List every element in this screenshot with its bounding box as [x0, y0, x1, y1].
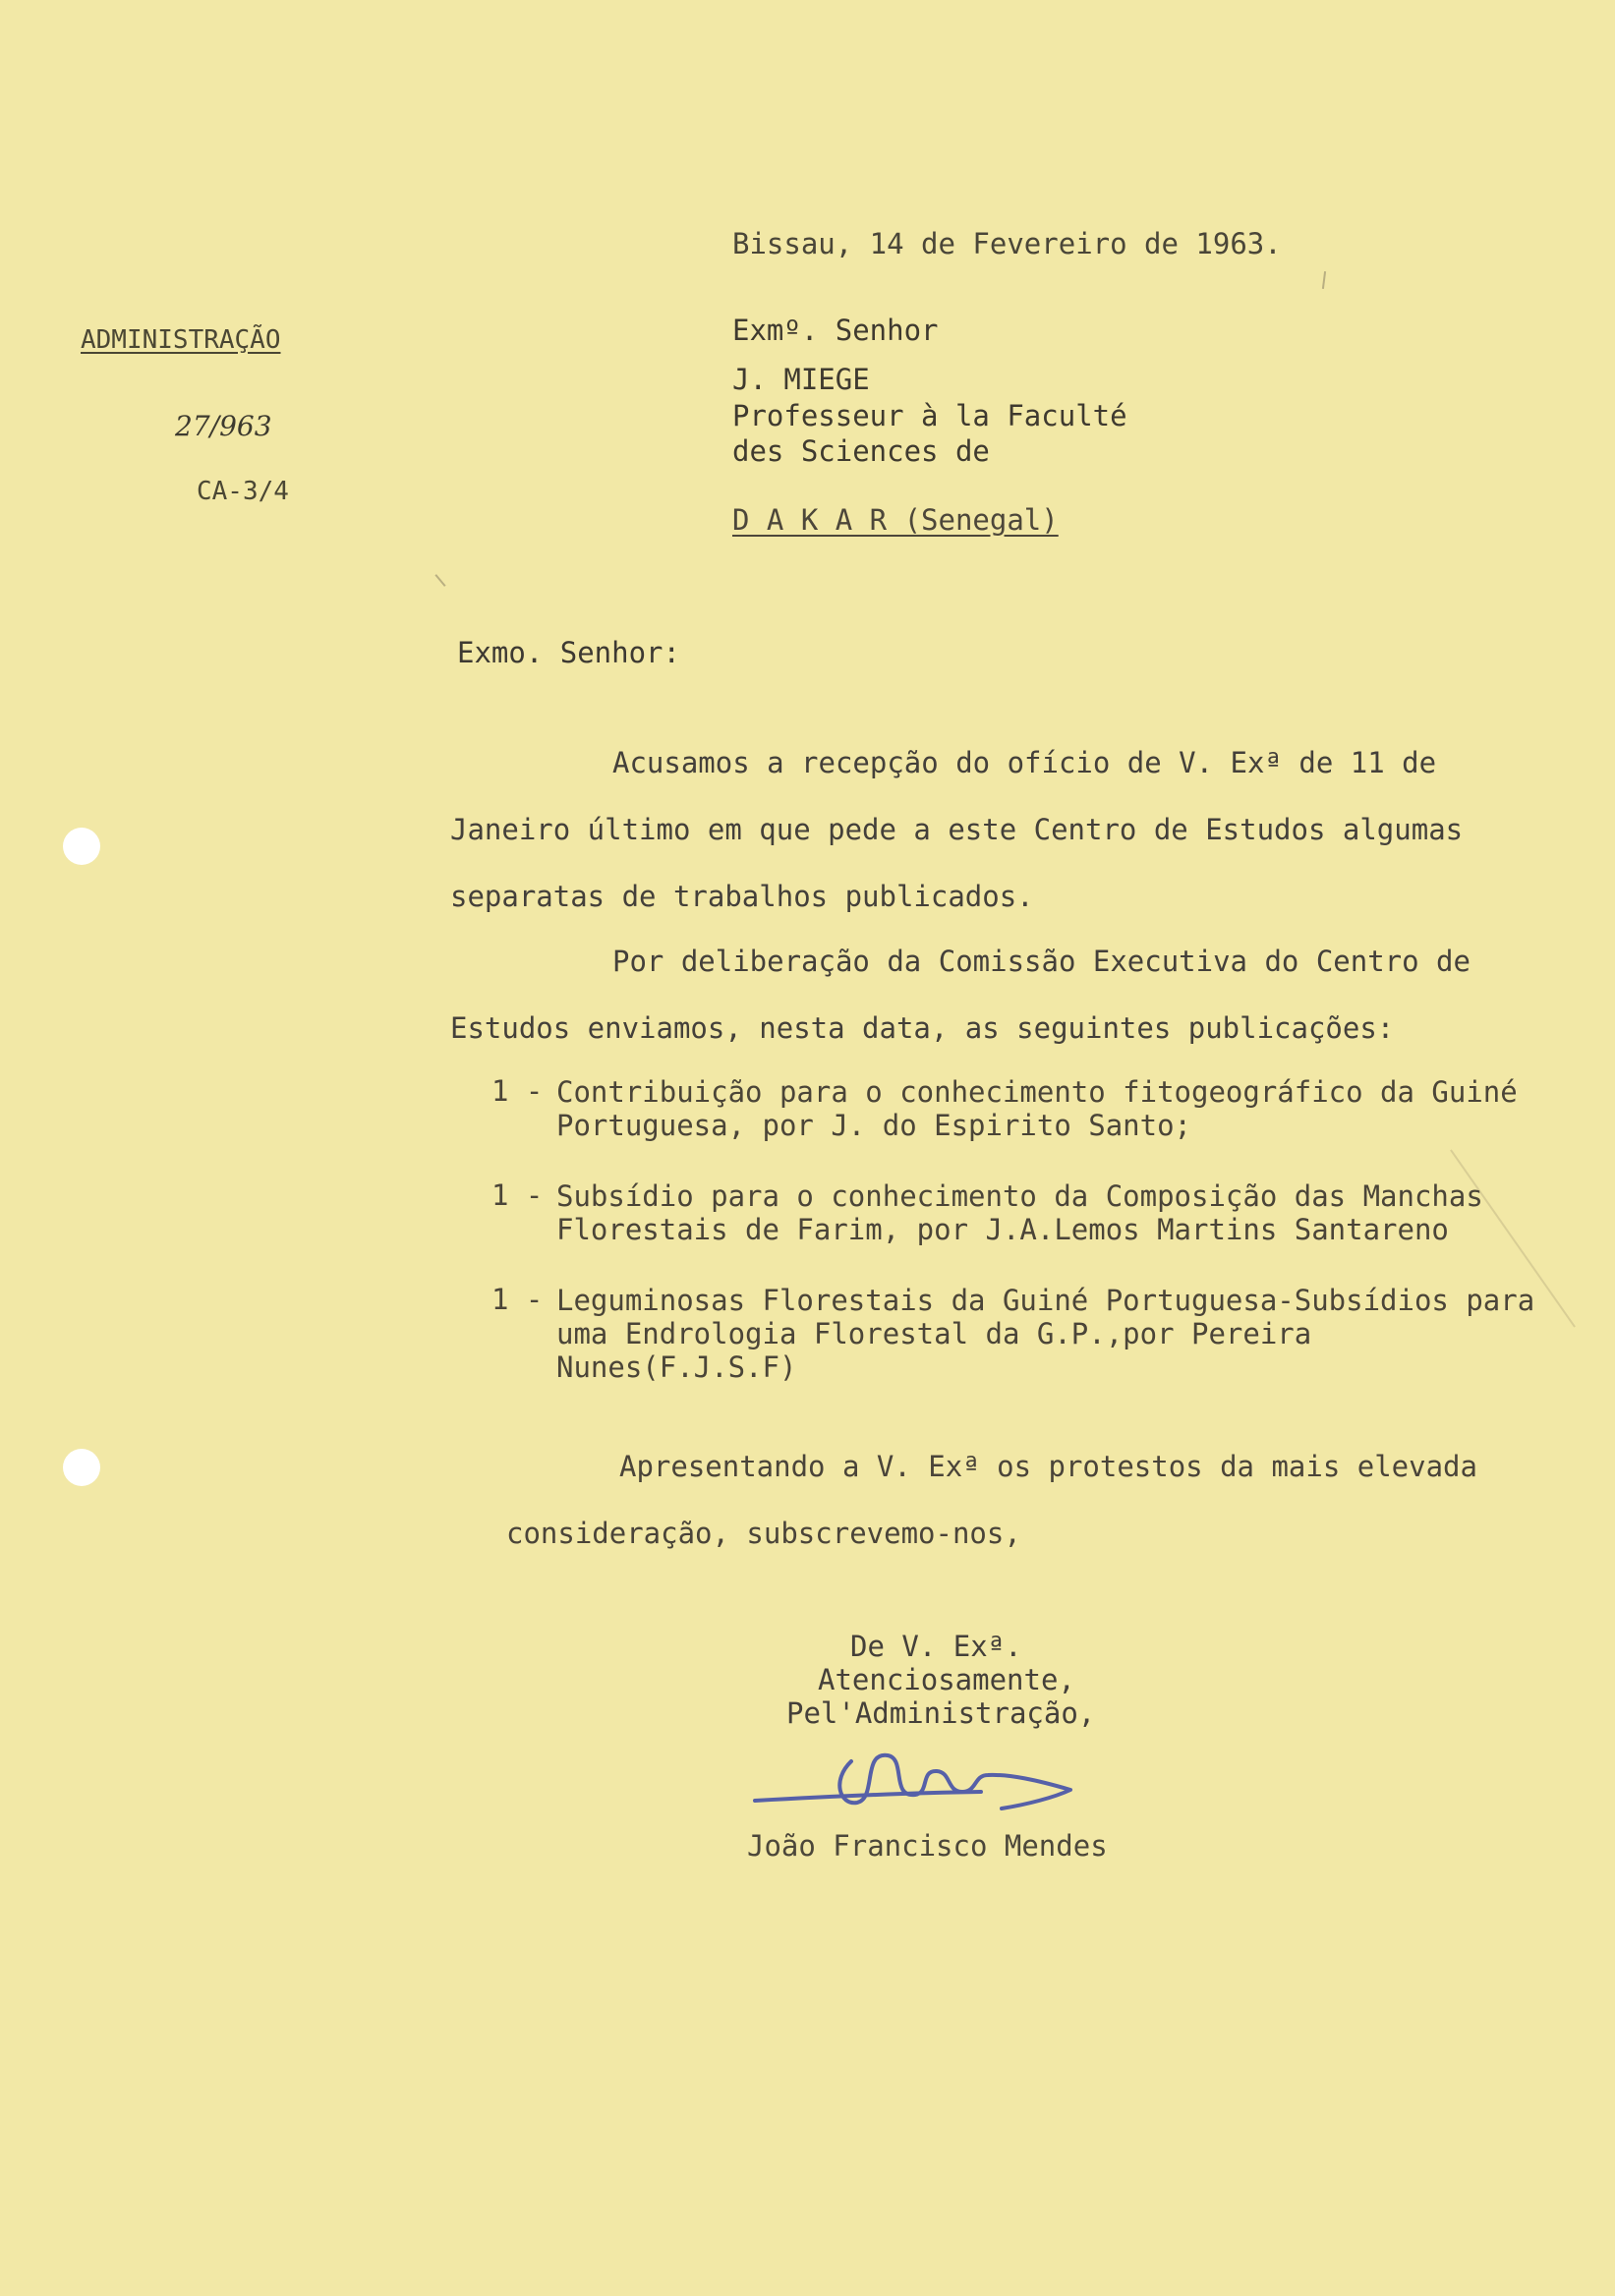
ink-mark	[1322, 271, 1326, 289]
signer-name: João Francisco Mendes	[747, 1829, 1108, 1863]
letter-date: Bissau, 14 de Fevereiro de 1963.	[732, 227, 1282, 260]
signature-line: Atenciosamente,	[818, 1663, 1075, 1696]
publication-number: 1 -	[491, 1178, 544, 1212]
punch-hole	[63, 1449, 100, 1486]
closing-paragraph: Apresentando a V. Exª os protestos da mais elevada consideração, subscrevemo-nos,	[506, 1450, 1477, 1550]
recipient-location: D A K A R (Senegal)	[732, 503, 1059, 537]
publication-number: 1 -	[491, 1283, 544, 1316]
publication-item	[491, 1075, 1573, 1142]
reference-code: CA-3/4	[197, 477, 289, 506]
publication-list	[491, 1075, 1573, 1421]
reference-number: 27/963	[175, 410, 272, 442]
handwritten-signature	[735, 1724, 1128, 1832]
recipient-greeting: Exmº. Senhor	[732, 314, 939, 347]
publication-number: 1 -	[491, 1074, 544, 1108]
body-paragraph: Por deliberação da Comissão Executiva do Centro de Estudos enviamos, nesta data, as seguintes publicações:	[450, 945, 1471, 1045]
publication-text: Leguminosas Florestais da Guiné Portuguesa-Subsídios para uma Endrologia Florestal da G.P.,por Pereira Nunes(F.J.S.F)	[556, 1284, 1535, 1384]
signature-line: De V. Exª.	[850, 1630, 1022, 1663]
signature-block	[786, 1630, 1199, 1730]
recipient-name: J. MIEGE	[732, 363, 870, 397]
punch-hole	[63, 828, 100, 865]
signature-line: Pel'Administração,	[786, 1696, 1096, 1730]
publication-text: Subsídio para o conhecimento da Composição das Manchas Florestais de Farim, por J.A.Lemos Martins Santareno	[556, 1179, 1483, 1246]
ink-mark	[434, 574, 445, 587]
salutation: Exmo. Senhor:	[457, 636, 680, 669]
department-heading: ADMINISTRAÇÃO	[81, 325, 281, 355]
recipient-title-line-1: Professeur à la Faculté	[732, 398, 1127, 432]
publication-item	[491, 1284, 1573, 1384]
body-paragraph: Acusamos a recepção do ofício de V. Exª de 11 de Janeiro último em que pede a este Centro de Estudos algumas separatas de trabalhos publicados.	[450, 746, 1464, 913]
publication-text: Contribuição para o conhecimento fitogeográfico da Guiné Portuguesa, por J. do Espirito Santo;	[556, 1075, 1518, 1142]
recipient-title-line-2: des Sciences de	[732, 433, 990, 468]
recipient-block	[732, 313, 1127, 469]
publication-item	[491, 1179, 1573, 1246]
